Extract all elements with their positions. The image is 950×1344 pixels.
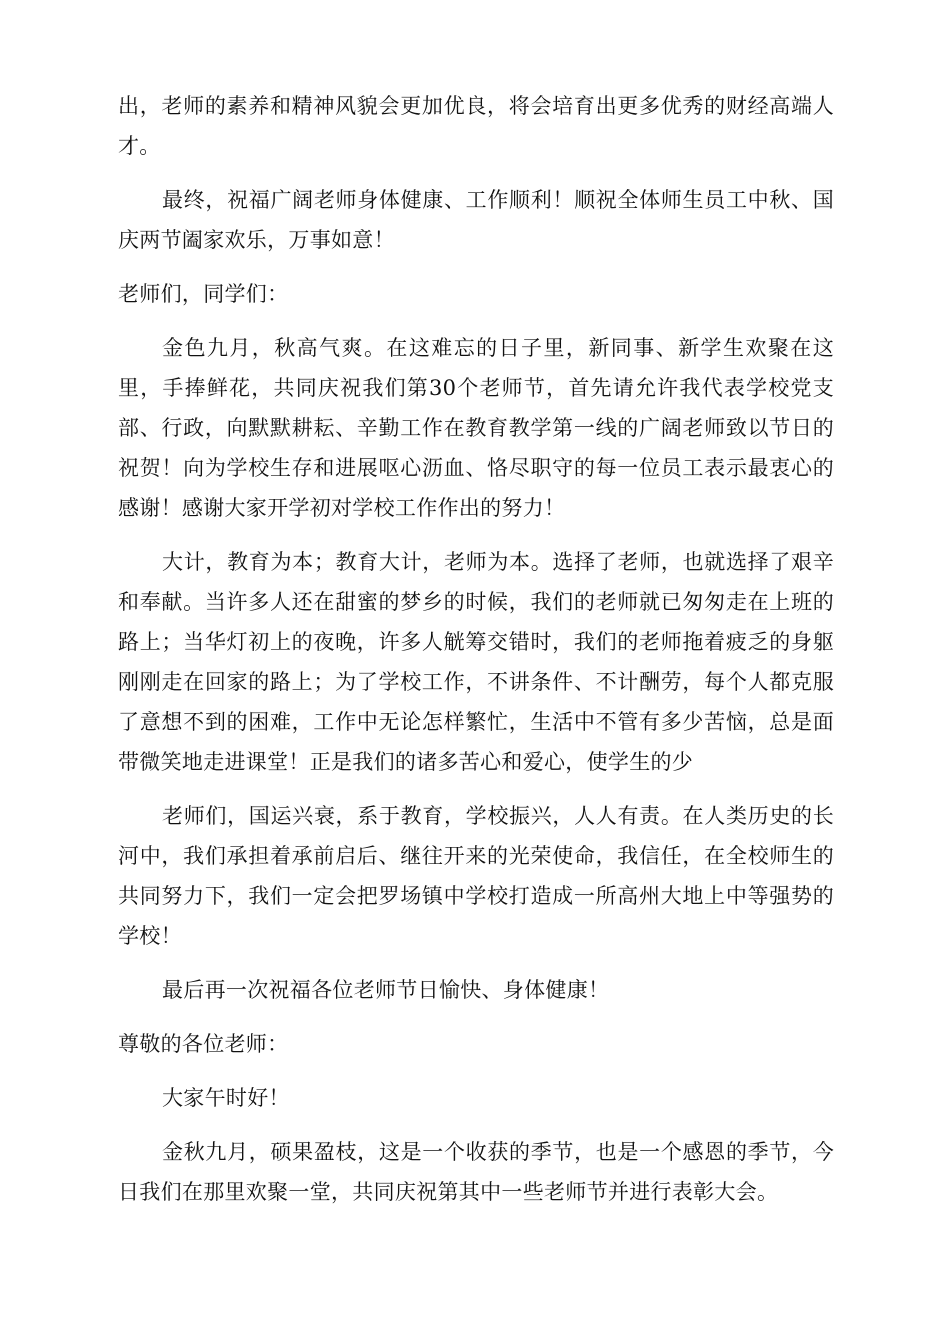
paragraph-golden-autumn: 金秋九月，硕果盈枝，这是一个收获的季节，也是一个感恩的季节，今日我们在那里欢聚一堂，共同庆祝第其中一些老师节并进行表彰大会。	[118, 1140, 834, 1204]
document-body	[118, 86, 834, 1226]
paragraph-blessing: 最终，祝福广阔老师身体健康、工作顺利！顺祝全体师生员工中秋、国庆两节阖家欢乐，万事如意！	[118, 188, 834, 252]
salutation-teachers-students: 老师们，同学们：	[118, 282, 289, 306]
paragraph-golden-september: 金色九月，秋高气爽。在这难忘的日子里，新同事、新学生欢聚在这里，手捧鲜花，共同庆祝我们第30个老师节，首先请允许我代表学校党支部、行政，向默默耕耘、辛勤工作在教育教学第一线的广阔老师致以节日的祝贺！向为学校生存和进展呕心沥血、恪尽职守的每一位员工表示最衷心的感谢！感谢大家开学初对学校工作作出的努力！	[118, 336, 834, 520]
paragraph-education-plan: 大计，教育为本；教育大计，老师为本。选择了老师，也就选择了艰辛和奉献。当许多人还在甜蜜的梦乡的时候，我们的老师就已匆匆走在上班的路上；当华灯初上的夜晚，许多人觥筹交错时，我们的老师拖着疲乏的身躯刚刚走在回家的路上；为了学校工作，不讲条件、不计酬劳，每个人都克服了意想不到的困难，工作中无论怎样繁忙，生活中不管有多少苦恼，总是面带微笑地走进课堂！正是我们的诸多苦心和爱心，使学生的少	[118, 550, 834, 774]
paragraph-final-wish: 最后再一次祝福各位老师节日愉快、身体健康！	[162, 978, 610, 1002]
salutation-respected-teachers: 尊敬的各位老师：	[118, 1032, 289, 1056]
paragraph-continuation: 出，老师的素养和精神风貌会更加优良，将会培育出更多优秀的财经高端人才。	[118, 94, 834, 158]
paragraph-national-fortune: 老师们，国运兴衰，系于教育，学校振兴，人人有责。在人类历史的长河中，我们承担着承前启后、继往开来的光荣使命，我信任，在全校师生的共同努力下，我们一定会把罗场镇中学校打造成一所高州大地上中等强势的学校！	[118, 804, 834, 948]
greeting-good-afternoon: 大家午时好！	[162, 1086, 290, 1110]
